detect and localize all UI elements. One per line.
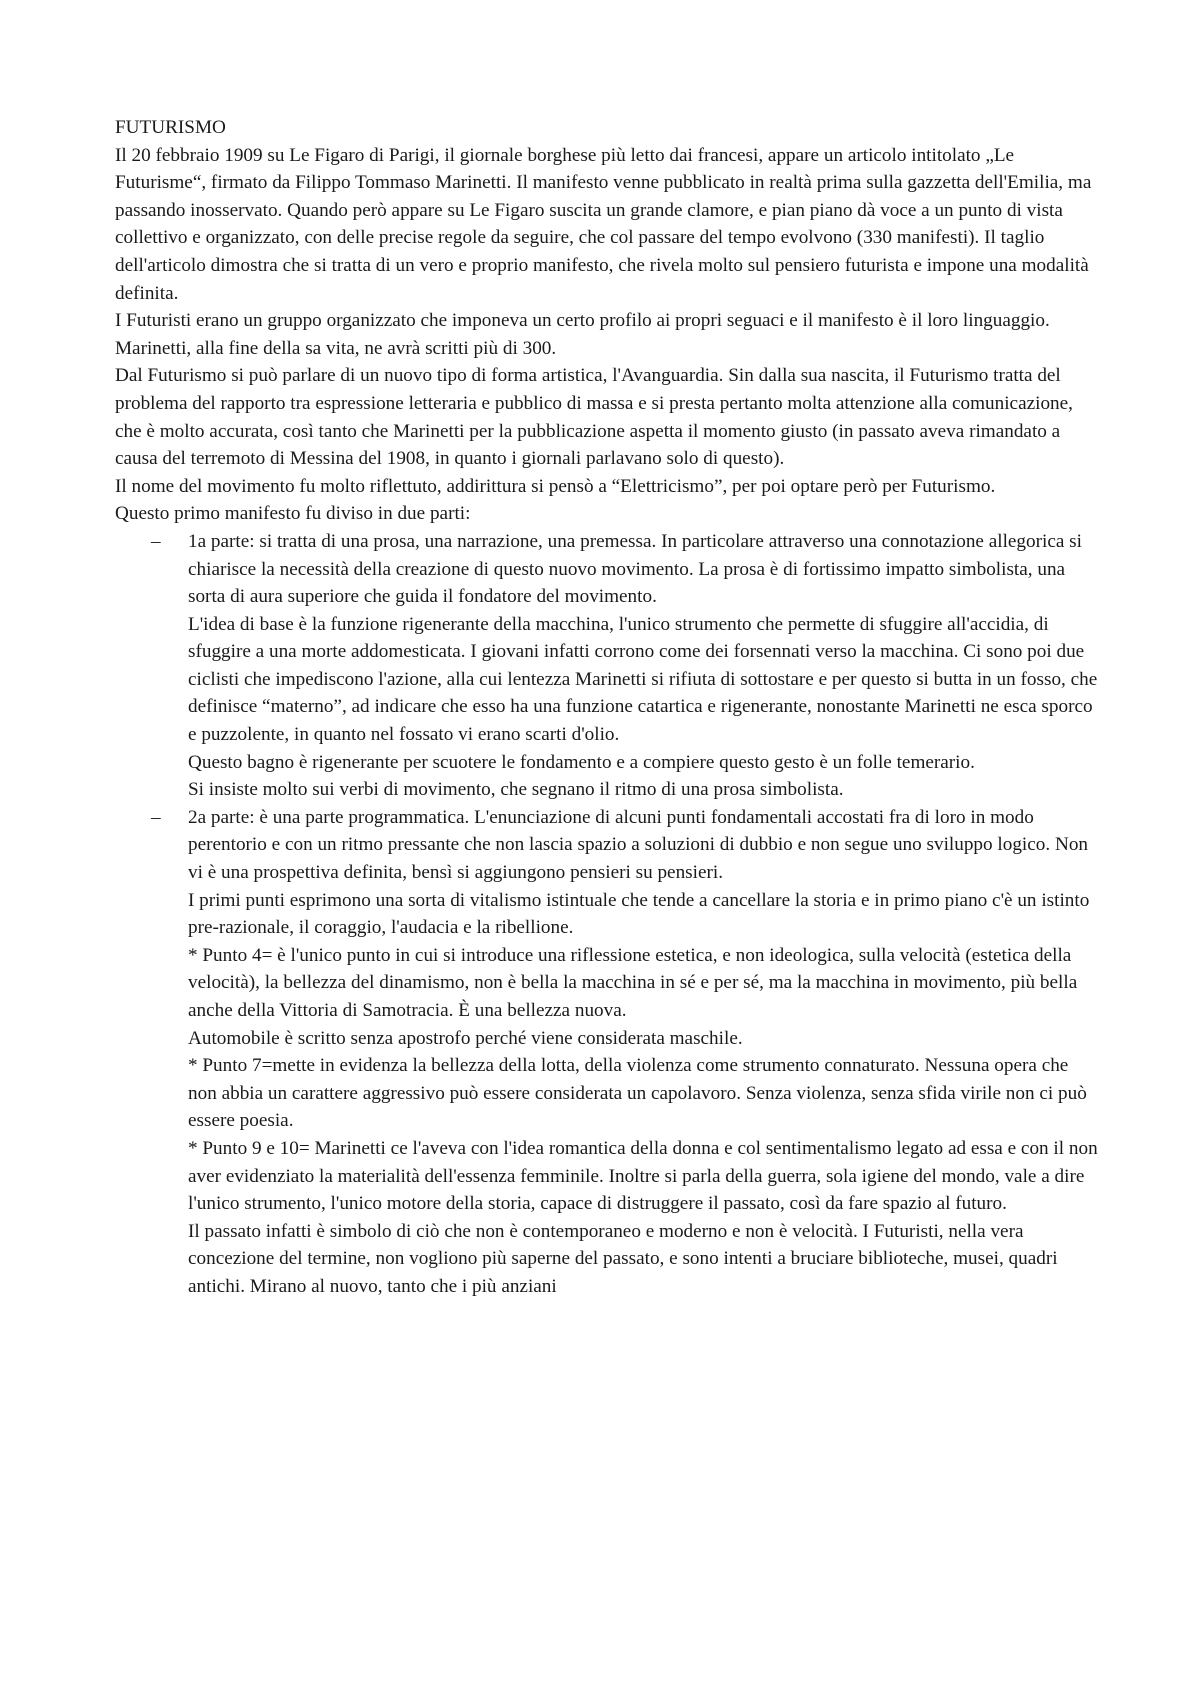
list-bullet: – xyxy=(151,530,161,552)
list-item-part-1 xyxy=(115,528,1100,804)
part-2-paragraph-3: * Punto 4= è l'unico punto in cui si introduce una riflessione estetica, e non ideologica, sulla velocità (estetica della velocità), la bellezza del dinamismo, non è bella la macchina in sé e per sé, ma la macchina in movimento, più bella anche della Vittoria di Samotracia. È una bellezza nuova. xyxy=(188,944,1078,1021)
intro-paragraph-5: Questo primo manifesto fu diviso in due parti: xyxy=(115,503,471,525)
intro-paragraph-1: Il 20 febbraio 1909 su Le Figaro di Parigi, il giornale borghese più letto dai francesi, appare un articolo intitolato „Le Futurisme“, firmato da Filippo Tommaso Marinetti. Il manifesto venne pubblicato in realtà prima sulla gazzetta dell'Emilia, ma passando inosservato. Quando però appare su Le Figaro suscita un grande clamore, e pian piano dà voce a un punto di vista collettivo e organizzato, con delle precise regole da seguire, che col passare del tempo evolvono (330 manifesti). Il taglio dell'articolo dimostra che si tratta di un vero e proprio manifesto, che rivela molto sul pensiero futurista e impone una modalità definita. xyxy=(115,144,1092,304)
document-body xyxy=(115,114,1100,1301)
intro-paragraph-3: Dal Futurismo si può parlare di un nuovo tipo di forma artistica, l'Avanguardia. Sin dalla sua nascita, il Futurismo tratta del problema del rapporto tra espressione letteraria e pubblico di massa e si presta pertanto molta attenzione alla comunicazione, che è molto accurata, così tanto che Marinetti per la pubblicazione aspetta il momento giusto (in passato aveva rimandato a causa del terremoto di Messina del 1908, in quanto i giornali parlavano solo di questo). xyxy=(115,365,1073,470)
intro-paragraph-2: I Futuristi erano un gruppo organizzato che imponeva un certo profilo ai propri seguaci e il manifesto è il loro linguaggio. Marinetti, alla fine della sa vita, ne avrà scritti più di 300. xyxy=(115,310,1050,359)
list-item-part-2 xyxy=(115,804,1100,1301)
intro-paragraph-4: Il nome del movimento fu molto riflettuto, addirittura si pensò a “Elettricismo”, per poi optare però per Futurismo. xyxy=(115,475,996,497)
part-2-paragraph-4: Automobile è scritto senza apostrofo perché viene considerata maschile. xyxy=(188,1027,743,1049)
document-title: FUTURISMO xyxy=(115,117,226,138)
list-bullet: – xyxy=(151,806,161,828)
part-2-paragraph-1: 2a parte: è una parte programmatica. L'enunciazione di alcuni punti fondamentali accostati fra di loro in modo perentorio e con un ritmo pressante che non lascia spazio a soluzioni di dubbio e non segue uno sviluppo logico. Non vi è una prospettiva definita, bensì si aggiungono pensieri su pensieri. xyxy=(188,806,1089,884)
part-1-paragraph-3: Questo bagno è rigenerante per scuotere le fondamento e a compiere questo gesto è un folle temerario. xyxy=(188,751,975,773)
part-2-paragraph-2: I primi punti esprimono una sorta di vitalismo istintuale che tende a cancellare la storia e in primo piano c'è un istinto pre-razionale, il coraggio, l'audacia e la ribellione. xyxy=(188,889,1090,939)
part-2-paragraph-5: * Punto 7=mette in evidenza la bellezza della lotta, della violenza come strumento connaturato. Nessuna opera che non abbia un carattere aggressivo può essere considerata un capolavoro. Senza violenza, senza sfida virile non ci può essere poesia. xyxy=(188,1055,1087,1132)
part-2-paragraph-7: Il passato infatti è simbolo di ciò che non è contemporaneo e moderno e non è velocità. I Futuristi, nella vera concezione del termine, non vogliono più saperne del passato, e sono intenti a bruciare biblioteche, musei, quadri antichi. Mirano al nuovo, tanto che i più anziani xyxy=(188,1220,1058,1297)
parts-list xyxy=(115,528,1100,1301)
part-1-paragraph-1: 1a parte: si tratta di una prosa, una narrazione, una premessa. In particolare attraverso una connotazione allegorica si chiarisce la necessità della creazione di questo nuovo movimento. La prosa è di fortissimo impatto simbolista, una sorta di aura superiore che guida il fondatore del movimento. xyxy=(188,530,1082,608)
part-2-paragraph-6: * Punto 9 e 10= Marinetti ce l'aveva con l'idea romantica della donna e col sentimentalismo legato ad essa e con il non aver evidenziato la materialità dell'essenza femminile. Inoltre si parla della guerra, sola igiene del mondo, vale a dire l'unico strumento, l'unico motore della storia, capace di distruggere il passato, così da fare spazio al futuro. xyxy=(188,1137,1098,1215)
part-1-paragraph-4: Si insiste molto sui verbi di movimento, che segnano il ritmo di una prosa simbolista. xyxy=(188,779,844,801)
part-1-paragraph-2: L'idea di base è la funzione rigenerante della macchina, l'unico strumento che permette di sfuggire all'accidia, di sfuggire a una morte addomesticata. I giovani infatti corrono come dei forsennati verso la macchina. Ci sono poi due ciclisti che impediscono l'azione, alla cui lentezza Marinetti si rifiuta di sottostare e per questo si butta in un fosso, che definisce “materno”, ad indicare che esso ha una funzione catartica e rigenerante, nonostante Marinetti ne esca sporco e puzzolente, in quanto nel fossato vi erano scarti d'olio. xyxy=(188,613,1098,746)
